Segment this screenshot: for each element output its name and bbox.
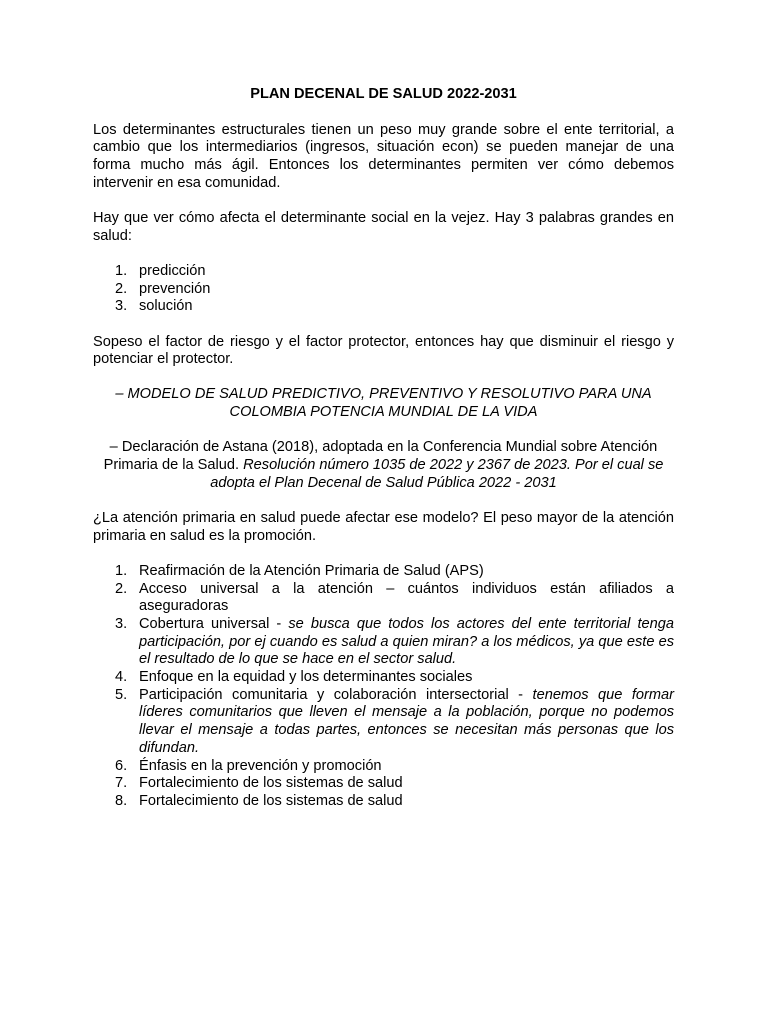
resolution-text: Resolución número 1035 de 2022 y 2367 de 2023. Por el cual se adopta el Plan Decenal de Salud Pública 2022 - 2031 [210,457,664,491]
aps-principles-list [93,563,674,811]
key-words-list [93,263,674,316]
list-item [93,581,674,616]
list-item-text: predicción [139,262,206,279]
list-item-text: Acceso universal a la atención – cuántos individuos están afiliados a aseguradoras [139,580,674,615]
list-item-number: 8. [115,793,128,809]
list-item-text: Participación comunitaria y colaboración intersectorial - [139,686,533,703]
list-item [93,263,674,281]
list-item [93,281,674,299]
list-item-number: 1. [115,562,128,579]
list-item [93,298,674,316]
document-title: PLAN DECENAL DE SALUD 2022-2031 [250,86,517,102]
model-quote [93,386,674,421]
list-item-text: Fortalecimiento de los sistemas de salud [139,775,403,792]
paragraph-risk-factor: Sopeso el factor de riesgo y el factor protector, entonces hay que disminuir el riesgo y potenciar el protector. [93,333,674,368]
list-item-number: 7. [115,775,128,792]
list-item-text: Reafirmación de la Atención Primaria de Salud (APS) [139,562,484,579]
list-item [93,758,674,776]
paragraph-social-determinant: Hay que ver cómo afecta el determinante social en la vejez. Hay 3 palabras grandes en salud: [93,210,674,244]
list-item-text: solución [139,298,193,315]
list-item-text: Enfoque en la equidad y los determinantes sociales [139,669,473,686]
paragraph-primary-care: ¿La atención primaria en salud puede afectar ese modelo? El peso mayor de la atención primaria en salud es la promoción. [93,509,674,544]
list-item-number: 3. [115,615,128,632]
list-item-number: 1. [115,262,128,279]
list-item [93,669,674,687]
list-item-note: se busca que todos los actores del ente territorial tenga participación, por ej cuando es salud a quien miran? a los médicos, ya que este es el resultado de lo que se hace en el sector salud. [139,615,675,668]
document-page [93,86,674,828]
list-item-note: tenemos que formar líderes comunitarios que lleven el mensaje a la población, porque no podemos llevar el mensaje a todas partes, entonces se necesitan más personas que los difundan. [139,686,674,756]
list-item-number: 4. [115,669,128,686]
list-item [93,793,674,811]
list-item [93,616,674,669]
list-item [93,775,674,793]
astana-text: – Declaración de Astana (2018), adoptada en la Conferencia Mundial sobre Atención Primaria de la Salud. [103,439,658,474]
list-item-number: 2. [115,280,128,297]
list-item [93,563,674,581]
astana-declaration [93,439,674,492]
list-item-number: 5. [115,686,128,703]
list-item-number: 2. [115,580,128,597]
paragraph-determinants: Los determinantes estructurales tienen un peso muy grande sobre el ente territorial, a cambio que los intermediarios (ingresos, situación econ) se pueden manejar de una forma mucho más ágil. Entonces los determinantes permiten ver cómo debemos intervenir en esa comunidad. [93,121,674,191]
list-item-number: 6. [115,757,128,774]
list-item-text: prevención [139,280,211,297]
list-item-text: Énfasis en la prevención y promoción [139,757,382,774]
list-item-number: 3. [115,298,128,315]
list-item-text: Cobertura universal - [139,615,289,632]
model-quote-text: – MODELO DE SALUD PREDICTIVO, PREVENTIVO Y RESOLUTIVO PARA UNA COLOMBIA POTENCIA MUNDIAL DE LA VIDA [115,386,652,421]
list-item [93,687,674,758]
list-item-text: Fortalecimiento de los sistemas de salud [139,793,403,809]
